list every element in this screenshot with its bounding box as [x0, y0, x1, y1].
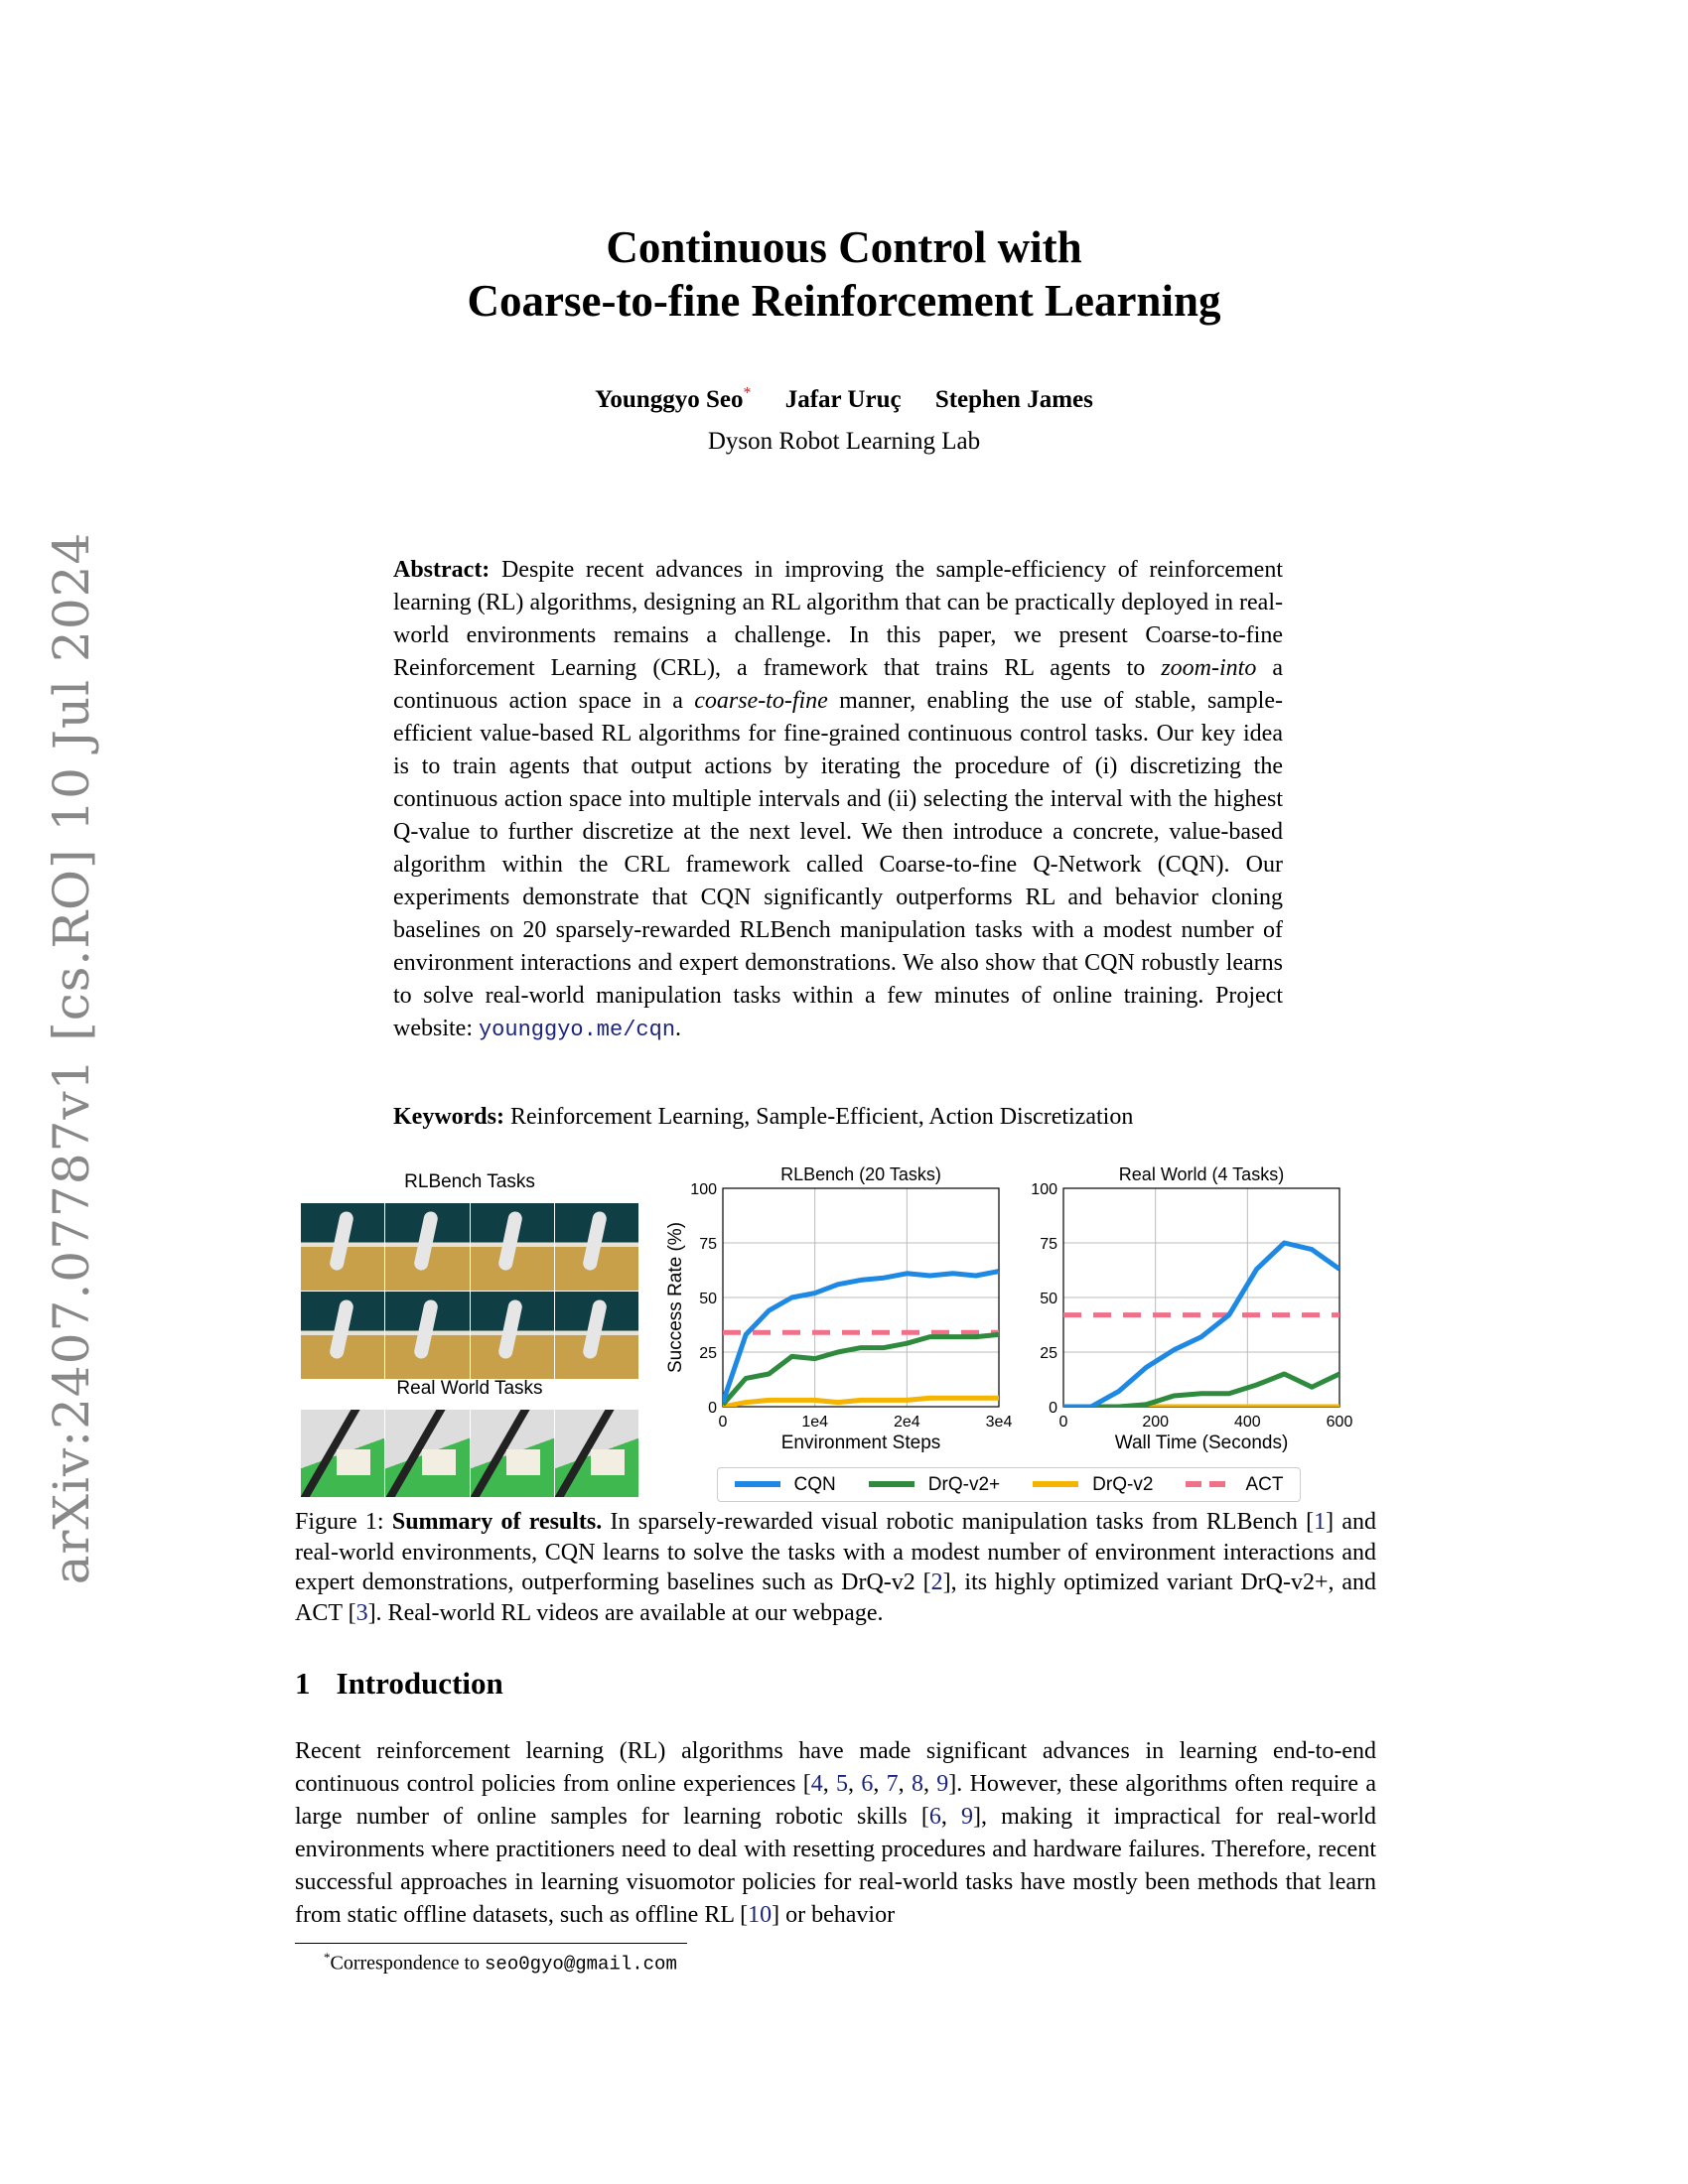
body-text: ], making it impractical for real-world environments where practitioners need to deal with resetting procedures and hardware failures. Therefore, recent successful approaches in learning visuomotor policies for real-world tasks have mostly been methods that learn from static offline datasets, such as offline RL [	[295, 1804, 1376, 1928]
affiliation: Dyson Robot Learning Lab	[707, 428, 981, 455]
intro-paragraph	[295, 1735, 1376, 1932]
abstract-text: a continuous action space in a	[393, 655, 1284, 714]
legend-item-act	[1186, 1474, 1283, 1496]
chart-title: Real World (4 Tasks)	[1118, 1164, 1285, 1184]
footnote	[324, 1950, 677, 1976]
legend-label: CQN	[793, 1473, 836, 1495]
task-image	[471, 1410, 554, 1497]
legend-label: ACT	[1245, 1473, 1284, 1495]
abstract-text: .	[675, 1016, 682, 1041]
task-image	[385, 1292, 469, 1379]
separator: ,	[822, 1771, 837, 1797]
series-drq-v2--line	[723, 1334, 999, 1404]
author: Stephen James	[934, 386, 1093, 414]
y-tick-label: 100	[1031, 1181, 1057, 1198]
real-world-tasks-label: Real World Tasks	[396, 1378, 543, 1399]
y-tick-label: 25	[1040, 1345, 1057, 1362]
abstract-text: manner, enabling the use of stable, sample-efficient value-based RL algorithms for fine-grained continuous control tasks. Our key idea is to train agents that output actions by iterating the procedure of (i) discretizing the continuous action space into multiple intervals and (ii) selecting the interval with the highest Q-value to further discretize at the next level. We then introduce a concrete, value-based algorithm within the CRL framework called Coarse-to-fine Q-Network (CQN). Our experiments demonstrate that CQN significantly outperforms RL and behavior cloning baselines on 20 sparsely-rewarded RLBench manipulation tasks with a modest number of environment interactions and expert demonstrations. We also show that CQN robustly learns to solve real-world manipulation tasks within a few minutes of online training. Project website:	[393, 688, 1283, 1041]
citation-link[interactable]: 9	[961, 1804, 974, 1830]
footnote-text: Correspondence to	[330, 1952, 486, 1975]
citation-link[interactable]: 5	[836, 1771, 849, 1797]
arxiv-stamp: arXiv:2407.07787v1 [cs.RO] 10 Jul 2024	[43, 531, 100, 1585]
task-image	[301, 1292, 384, 1379]
series-drq-v2-line	[723, 1398, 999, 1407]
y-tick-label: 0	[708, 1400, 717, 1417]
citation-link[interactable]: 6	[861, 1771, 874, 1797]
x-tick-label: 200	[1142, 1414, 1170, 1431]
citation-link[interactable]: 9	[936, 1771, 949, 1797]
keywords-label: Keywords:	[393, 1104, 504, 1130]
footnote-mark[interactable]: *	[743, 385, 752, 402]
title-line-1: Continuous Control with	[606, 222, 1082, 272]
separator: ,	[873, 1771, 887, 1797]
separator: ,	[922, 1771, 937, 1797]
task-image	[471, 1203, 554, 1291]
results-charts	[645, 1152, 1360, 1469]
keywords-text: Reinforcement Learning, Sample-Efficient, Action Discretization	[503, 1104, 1134, 1130]
figure-caption	[295, 1507, 1376, 1628]
y-axis-label: Success Rate (%)	[665, 1221, 686, 1374]
abstract-italic: zoom-into	[1161, 655, 1257, 681]
footnote-email[interactable]: seo0gyo@gmail.com	[485, 1953, 677, 1976]
y-tick-label: 50	[699, 1291, 717, 1307]
citation-link[interactable]: 6	[928, 1804, 941, 1830]
legend-swatch	[869, 1481, 914, 1487]
author-name: Younggyo Seo	[595, 386, 744, 414]
citation-link[interactable]: 8	[911, 1771, 923, 1797]
y-tick-label: 25	[699, 1345, 717, 1362]
separator: ,	[898, 1771, 912, 1797]
y-tick-label: 100	[690, 1181, 717, 1198]
x-tick-label: 2e4	[893, 1414, 920, 1431]
abstract-label: Abstract:	[393, 557, 491, 583]
task-image	[301, 1410, 384, 1497]
citation-link[interactable]: 10	[748, 1902, 773, 1928]
task-image	[385, 1410, 469, 1497]
y-tick-label: 50	[1040, 1291, 1057, 1307]
project-website-link[interactable]: younggyo.me/cqn	[478, 1018, 676, 1042]
legend-swatch	[735, 1481, 780, 1487]
caption-text: ] and real-world environments, CQN learns to solve the tasks with a modest number of environment interactions and expert demonstrations, outperforming baselines such as DrQ-v2 [	[295, 1509, 1376, 1595]
y-tick-label: 0	[1049, 1400, 1057, 1417]
keywords	[393, 1104, 1287, 1131]
rlbench-tasks-label: RLBench Tasks	[404, 1171, 535, 1192]
x-axis-label: Wall Time (Seconds)	[1114, 1433, 1289, 1453]
separator: ,	[940, 1804, 962, 1830]
citation-link[interactable]: 7	[886, 1771, 899, 1797]
legend-label: DrQ-v2	[1092, 1473, 1154, 1495]
citation-group	[811, 1771, 949, 1797]
author-list	[0, 385, 1688, 414]
legend-item-drqv2	[1033, 1474, 1153, 1496]
caption-bold: Summary of results.	[391, 1509, 603, 1535]
task-image	[555, 1410, 638, 1497]
section-number: 1	[295, 1666, 311, 1701]
chart-title: RLBench (20 Tasks)	[780, 1164, 941, 1184]
y-tick-label: 75	[699, 1236, 717, 1253]
rlbench-task-images	[301, 1203, 638, 1379]
body-text: Recent reinforcement learning (RL) algorithms have made significant advances in learning end-to-end continuous control policies from online experiences [	[295, 1738, 1376, 1797]
caption-prefix: Figure 1:	[295, 1509, 392, 1535]
citation-link[interactable]: 2	[930, 1570, 943, 1595]
real-world-task-images	[301, 1410, 638, 1497]
legend-label: DrQ-v2+	[927, 1473, 1001, 1495]
separator: ,	[848, 1771, 862, 1797]
x-axis-label: Environment Steps	[780, 1433, 941, 1453]
legend-swatch	[1033, 1481, 1078, 1487]
x-tick-label: 1e4	[801, 1414, 829, 1431]
section-heading	[295, 1666, 503, 1702]
citation-link[interactable]: 3	[355, 1599, 368, 1626]
footnote-mark: *	[324, 1950, 331, 1965]
caption-text: ]. Real-world RL videos are available at our webpage.	[367, 1599, 884, 1626]
paper-title	[0, 220, 1688, 328]
task-image	[555, 1203, 638, 1291]
legend-item-cqn	[735, 1474, 836, 1496]
abstract	[393, 554, 1283, 1046]
abstract-italic: coarse-to-fine	[694, 688, 828, 714]
citation-link[interactable]: 4	[810, 1771, 823, 1797]
y-tick-label: 75	[1040, 1236, 1057, 1253]
x-tick-label: 0	[718, 1414, 728, 1431]
task-image	[555, 1292, 638, 1379]
abstract-text: Despite recent advances in improving the sample-efficiency of reinforcement learning (RL) algorithms, designing an RL algorithm that can be practically deployed in real-world environments remains a challenge. In this paper, we present Coarse-to-fine Reinforcement Learning (CRL), a framework that trains RL agents to	[393, 557, 1283, 681]
task-image	[471, 1292, 554, 1379]
task-image	[385, 1203, 469, 1291]
title-line-2: Coarse-to-fine Reinforcement Learning	[467, 276, 1221, 326]
caption-text: In sparsely-rewarded visual robotic manipulation tasks from RLBench [	[602, 1509, 1315, 1535]
legend-swatch	[1186, 1481, 1231, 1487]
body-text: ] or behavior	[772, 1902, 896, 1928]
section-title: Introduction	[336, 1666, 503, 1701]
x-tick-label: 0	[1058, 1414, 1068, 1431]
author	[595, 386, 751, 413]
x-tick-label: 3e4	[985, 1414, 1013, 1431]
task-image	[301, 1203, 384, 1291]
body-text: ]. However, these algorithms often require a large number of online samples for learning robotic skills [	[295, 1771, 1377, 1830]
author: Jafar Uruç	[784, 386, 902, 414]
caption-text: ], its highly optimized variant DrQ-v2+, and ACT [	[295, 1570, 1376, 1626]
citation-group	[929, 1804, 973, 1830]
chart-legend	[717, 1467, 1301, 1502]
footnote-divider	[295, 1943, 687, 1944]
legend-item-drqv2plus	[869, 1474, 1000, 1496]
x-tick-label: 400	[1233, 1414, 1261, 1431]
x-tick-label: 600	[1326, 1414, 1353, 1431]
citation-link[interactable]: 1	[1314, 1509, 1327, 1535]
